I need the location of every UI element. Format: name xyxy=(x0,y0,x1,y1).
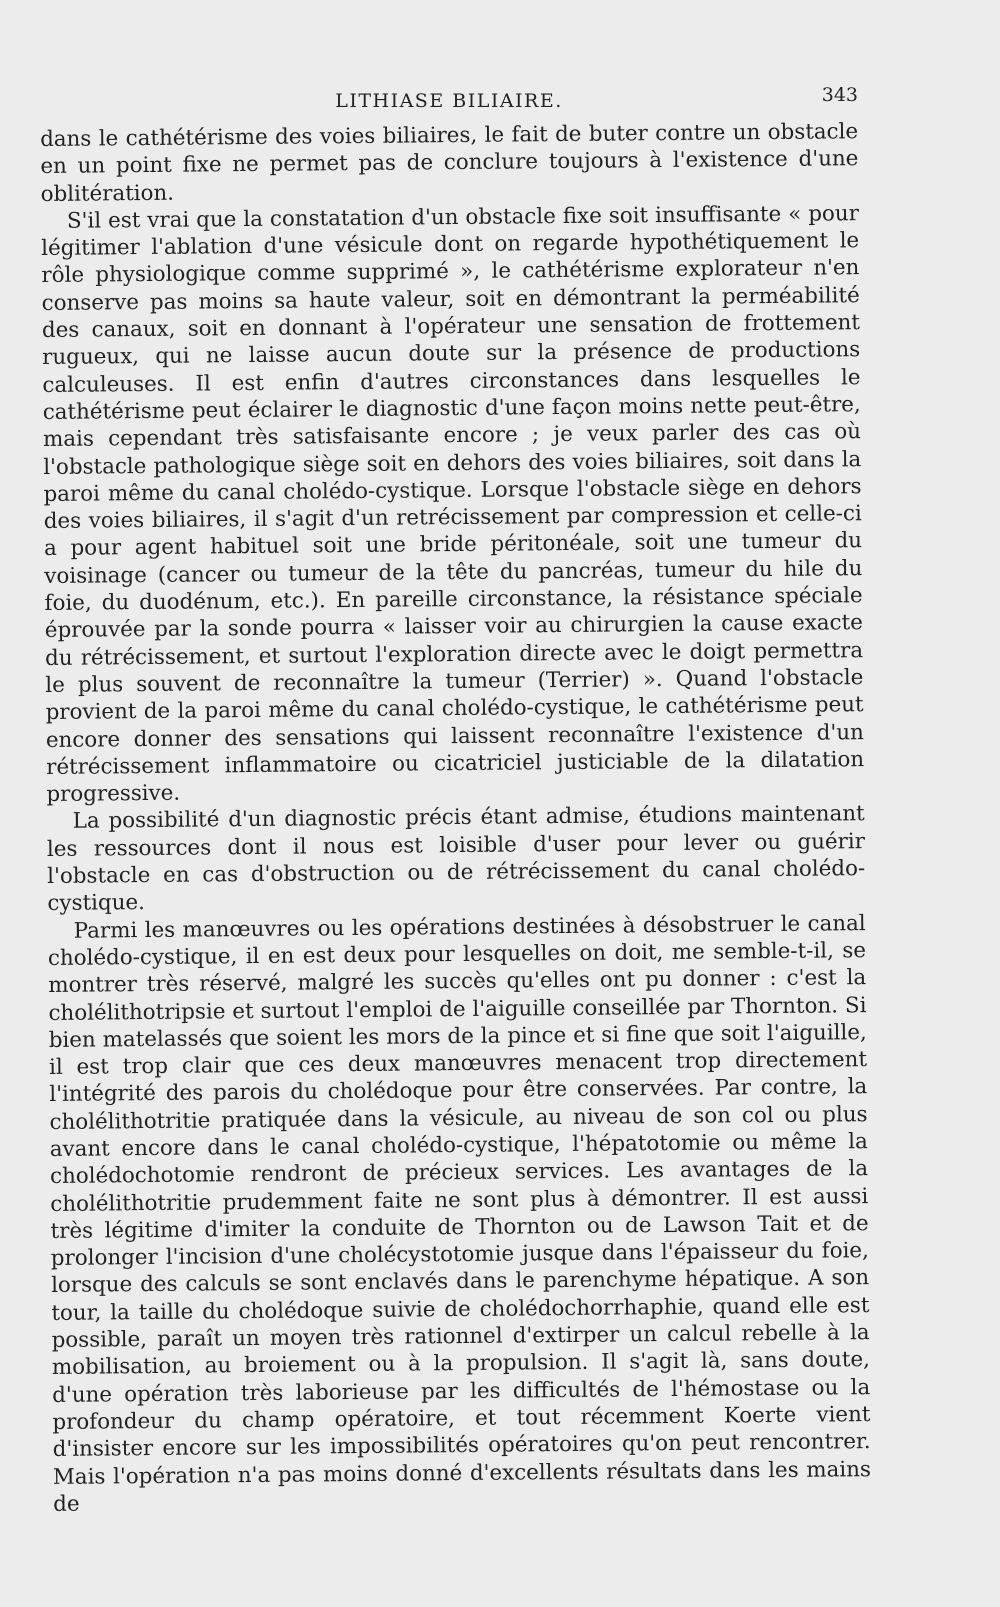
paragraph: S'il est vrai que la constatation d'un obstacle fixe soit insuffisante « pour légitimer l'ablation d'une vésicule dont on regarde hypothétiquement le rôle physiologique comme supprimé », le cathétérisme explorateur n'en conserve pas moins sa haute valeur, soit en démontrant la perméabilité des canaux, soit en donnant à l'opérateur une sensation de frottement rugueux, qui ne laisse aucun doute sur la présence de productions calculeuses. Il est enfin d'autres circonstances dans lesquelles le cathétérisme peut éclairer le diagnostic d'une façon moins nette peut-être, mais cependant très satisfaisante encore ; je veux parler des cas où l'obstacle pathologique siège soit en dehors des voies biliaires, soit dans la paroi même du canal cholédo-cystique. Lorsque l'obstacle siège en dehors des voies biliaires, il s'agit d'un retrécissement par compression et celle-ci a pour agent habituel soit une bride péritonéale, soit une tumeur du voisinage (cancer ou tumeur de la tête du pancréas, tumeur du hile du foie, du duodénum, etc.). En pareille circonstance, la résistance spéciale éprouvée par la sonde pourra « laisser voir au chirurgien la cause exacte du rétrécissement, et surtout l'exploration directe avec le doigt permettra le plus souvent de reconnaître la tumeur (Terrier) ». Quand l'obstacle provient de la paroi même du canal cholédo-cystique, le cathétérisme peut encore donner des sensations qui laissent reconnaître l'existence d'un rétrécissement inflammatoire ou cicatriciel justiciable de la dilatation progressive. xyxy=(41,201,865,808)
running-title: LITHIASE BILIAIRE. xyxy=(335,90,563,112)
paragraph: Parmi les manœuvres ou les opérations destinées à désobstruer le canal cholédo-cystique, il en est deux pour lesquelles on doit, me semble-t-il, se montrer très réservé, malgré les succès qu'elles ont pu donner : c'est la cholélithotripsie et surtout l'emploi de l'aiguille conseillée par Thornton. Si bien matelassés que soient les mors de la pince et si fine que soit l'aiguille, il est trop clair que ces deux manœuvres menacent trop directement l'intégrité des parois du cholédoque pour être conservées. Par contre, la cholélithotritie pratiquée dans la vésicule, au niveau de son col ou plus avant encore dans le canal cholédo-cystique, l'hépatotomie ou même la cholédochotomie rendront de précieux services. Les avantages de la cholélithotritie prudemment faite ne sont plus à démontrer. Il est aussi très légitime d'imiter la conduite de Thornton ou de Lawson Tait et de prolonger l'incision d'une cholécystotomie jusque dans l'épaisseur du foie, lorsque des calculs se sont enclavés dans le parenchyme hépatique. A son tour, la taille du cholédoque suivie de cholédochorrhaphie, quand elle est possible, paraît un moyen très rationnel d'extirper un calcul rebelle à la mobilisation, au broiement ou à la propulsion. Il s'agit là, sans doute, d'une opération très laborieuse par les difficultés de l'hémostase ou la profondeur du champ opératoire, et tout récemment Koerte vient d'insister encore sur les impossibilités opératoires qu'on peut rencontrer. Mais l'opération n'a pas moins donné d'excellents résultats dans les mains de xyxy=(47,910,872,1517)
paragraph: La possibilité d'un diagnostic précis étant admise, étudions maintenant les ressources dont il nous est loisible d'user pour lever ou guérir l'obstacle en cas d'obstruction ou de rétrécissement du canal cholédo-cystique. xyxy=(46,801,866,917)
page-number: 343 xyxy=(821,84,858,106)
paragraph: dans le cathétérisme des voies biliaires, le fait de buter contre un obstacle en un point fixe ne permet pas de conclure toujours à l'existence d'une oblitération. xyxy=(40,119,859,207)
page-header xyxy=(40,84,858,114)
body-text xyxy=(40,118,871,1518)
